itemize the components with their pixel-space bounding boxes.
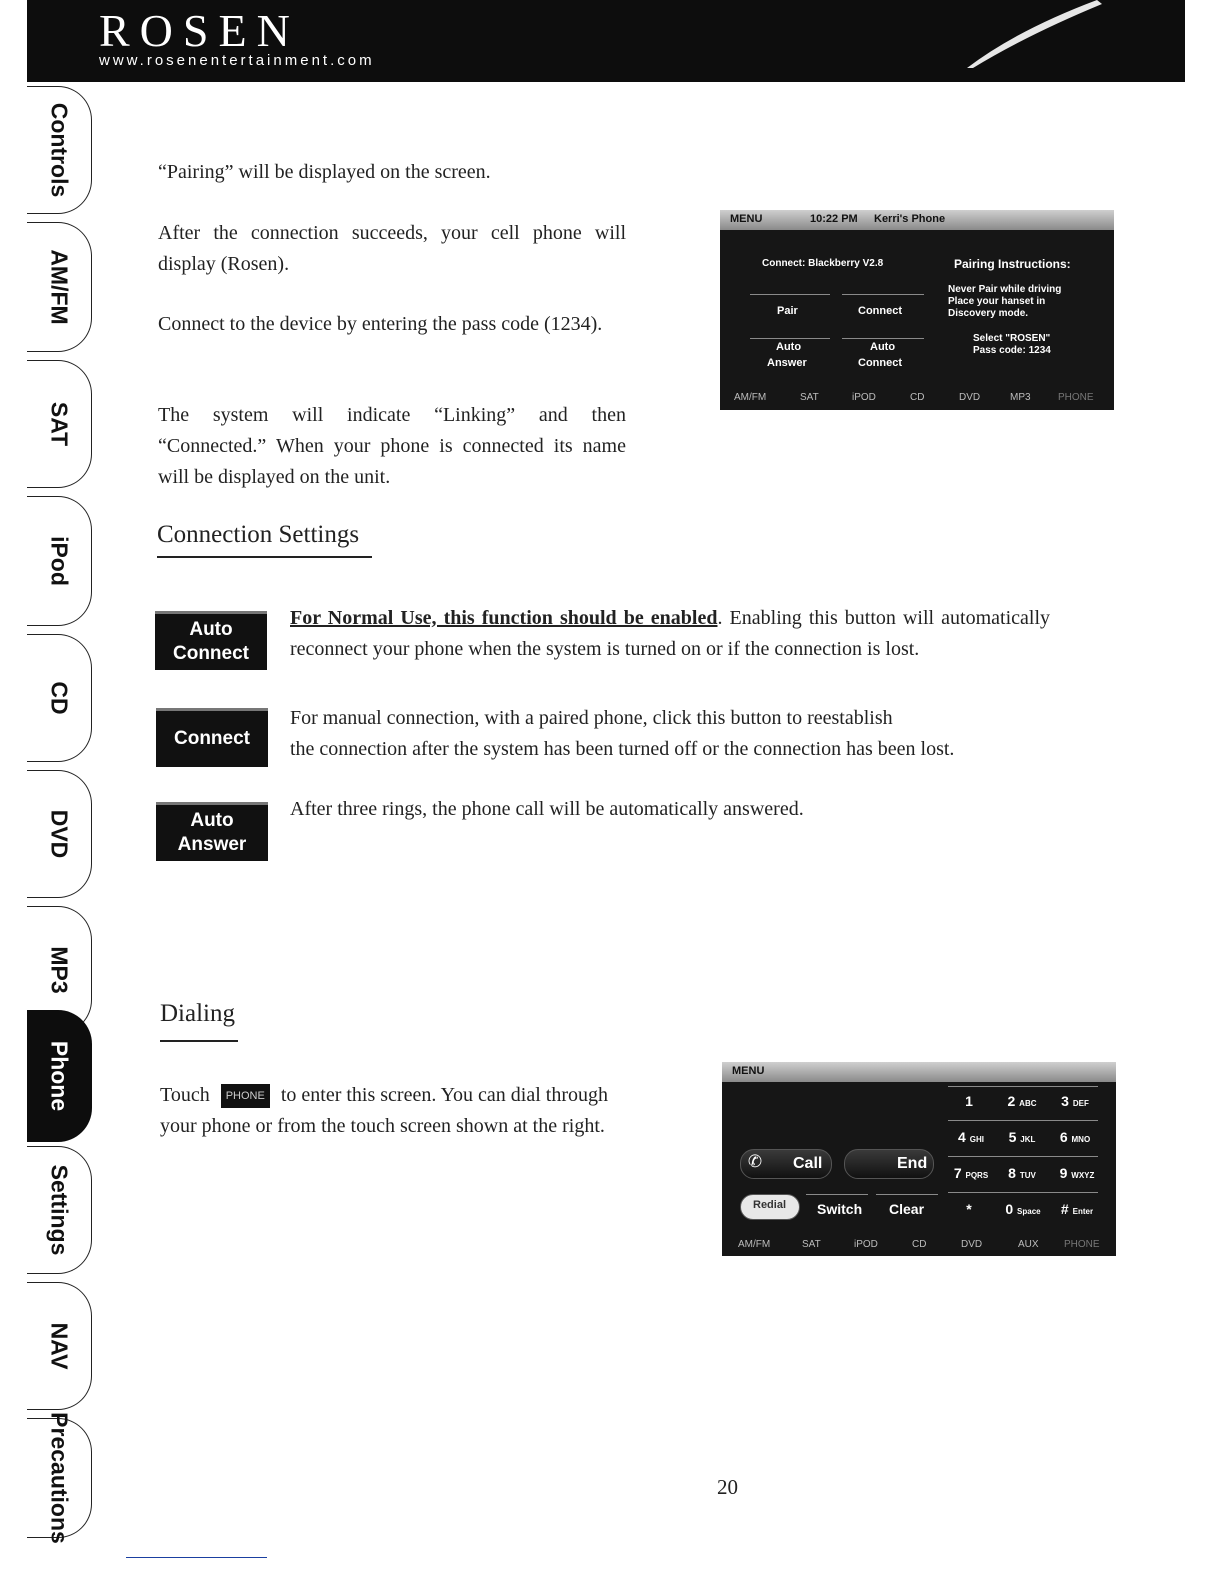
key-3[interactable]: 3 DEF [1061,1093,1089,1109]
divider [806,1194,868,1195]
nav-aux[interactable]: AUX [1018,1239,1039,1250]
pairing-screen-image: MENU 10:22 PM Kerri's Phone Connect: Blackberry V2.8 Pairing Instructions: Never Pair while driving Place your hanset in Discovery mode. Select "ROSEN" Pass code: 1234 Pair Connect Auto Answer Auto Connect AM/FM SAT iPOD CD DVD MP3 PHONE [720,210,1114,410]
phone-icon: ✆ [747,1152,763,1171]
divider [948,1086,1098,1087]
tab-sat[interactable]: SAT [27,360,92,488]
tab-dvd[interactable]: DVD [27,770,92,898]
key-0[interactable]: 0 Space [1005,1201,1041,1217]
nav-sat[interactable]: SAT [802,1239,821,1250]
divider [842,338,924,339]
brand-logo: ROSEN [99,5,300,56]
tab-controls[interactable]: Controls [27,86,92,214]
phone-chip-button: PHONE [221,1084,270,1108]
nav-cd[interactable]: CD [910,392,925,403]
swoosh-decoration [947,0,1107,70]
dialing-description: Touch PHONE to enter this screen. You can dial through your phone or from the touch screen shown at the right. [160,1084,608,1137]
divider [876,1194,938,1195]
tab-precautions[interactable]: Precautions [27,1418,92,1538]
divider [842,294,924,295]
tab-mp3[interactable]: MP3 [27,906,92,1034]
tab-amfm[interactable]: AM/FM [27,222,92,352]
divider [948,1192,1098,1193]
tab-cd[interactable]: CD [27,634,92,762]
pairing-text-2: After the connection succeeds, your cell phone will display (Rosen). [158,222,626,275]
connect-screen-button[interactable]: Connect [858,305,902,317]
section-heading-dialing: Dialing [160,1000,235,1027]
call-label: Call [793,1155,823,1172]
phone-name-label: Kerri's Phone [874,213,946,225]
nav-ipod[interactable]: iPOD [854,1239,878,1250]
divider [750,294,830,295]
tab-settings[interactable]: Settings [27,1146,92,1274]
divider [750,338,830,339]
instructions-line: Place your hanset in [948,296,1046,307]
tab-nav[interactable]: NAV [27,1282,92,1410]
page-number: 20 [717,1475,738,1499]
heading-underline [160,1040,238,1042]
screen-title-bar [720,210,1114,230]
nav-dvd[interactable]: DVD [959,392,981,403]
clear-button[interactable]: Clear [889,1201,925,1217]
divider [948,1156,1098,1157]
key-8[interactable]: 8 TUV [1008,1165,1036,1181]
connect-button[interactable]: Connect [156,708,268,767]
call-button[interactable] [740,1149,832,1179]
key-7[interactable]: 7 PQRS [953,1165,989,1181]
key-1[interactable]: 1 [965,1093,973,1109]
nav-amfm[interactable]: AM/FM [734,392,767,403]
page-header [27,0,1185,82]
section-heading-connection-settings: Connection Settings [157,521,360,548]
footer-rule [126,1557,267,1558]
brand-url: www.rosenentertainment.com [99,52,375,69]
time-label: 10:22 PM [810,213,858,225]
key-star[interactable]: * [966,1201,972,1217]
auto-connect-button[interactable]: Auto Connect [155,611,267,670]
key-9[interactable]: 9 WXYZ [1059,1165,1095,1181]
nav-ipod[interactable]: iPOD [852,392,876,403]
select-rosen-line: Select "ROSEN" [973,333,1051,344]
auto-connect-description: For Normal Use, this function should be enabled. Enabling this button will automatically reconnect your phone when the system is turned on or if the connection is lost. [290,607,1050,660]
key-hash[interactable]: # Enter [1060,1201,1094,1217]
menu-label: MENU [732,1065,765,1077]
instructions-title: Pairing Instructions: [954,257,1071,271]
nav-phone[interactable]: PHONE [1058,392,1094,403]
connect-description: For manual connection, with a paired phone, click this button to reestablish the connection after the system has been turned off or the connection has been lost. [290,707,955,760]
tab-ipod[interactable]: iPod [27,496,92,626]
normal-use-emphasis: For Normal Use, this function should be enabled [290,607,718,629]
dial-screen-image [722,1062,1116,1256]
redial-button[interactable]: Redial [740,1194,800,1220]
auto-answer-button[interactable]: Auto Answer [156,802,268,861]
auto-answer-description: After three rings, the phone call will be automatically answered. [290,798,804,820]
switch-button[interactable]: Switch [817,1201,863,1217]
instructions-line: Never Pair while driving [948,284,1062,295]
screen-title-bar [722,1062,1116,1082]
menu-label: MENU [730,213,763,225]
pairing-text-3: Connect to the device by entering the pass code (1234). [158,313,603,335]
nav-sat[interactable]: SAT [800,392,819,403]
divider [948,1120,1098,1121]
end-button[interactable] [844,1149,934,1179]
pairing-text-1: “Pairing” will be displayed on the screen. [158,161,491,183]
key-6[interactable]: 6 MNO [1059,1129,1091,1145]
nav-mp3[interactable]: MP3 [1010,392,1031,403]
nav-dvd[interactable]: DVD [961,1239,983,1250]
connect-device-label: Connect: Blackberry V2.8 [762,258,884,269]
key-4[interactable]: 4 GHI [958,1129,984,1145]
nav-phone[interactable]: PHONE [1064,1239,1100,1250]
key-2[interactable]: 2 ABC [1007,1093,1037,1109]
nav-amfm[interactable]: AM/FM [738,1239,771,1250]
passcode-line: Pass code: 1234 [973,345,1051,356]
nav-cd[interactable]: CD [912,1239,927,1250]
pair-button[interactable]: Pair [777,305,798,317]
key-5[interactable]: 5 JKL [1008,1129,1036,1145]
tab-phone[interactable]: Phone [27,1010,92,1142]
instructions-line: Discovery mode. [948,308,1029,319]
heading-underline [157,556,372,558]
pairing-text-4: The system will indicate “Linking” and then “Connected.” When your phone is connected its name will be displayed on the unit. [158,404,626,488]
end-label: End [897,1155,928,1172]
